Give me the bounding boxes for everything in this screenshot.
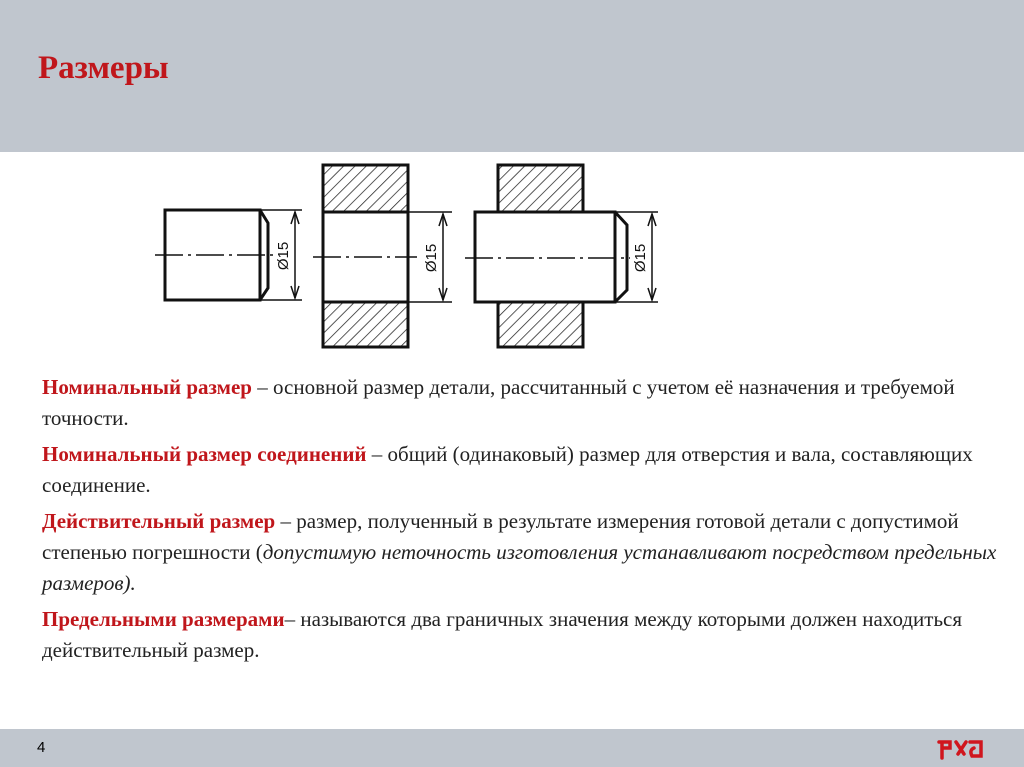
slide-header (0, 0, 1024, 152)
definition-nominal-size (42, 372, 1002, 434)
definitions-text (42, 372, 1002, 671)
definition: – общий (одинаковый) размер для отверстия и вала, составляющих соединение. (42, 442, 973, 497)
term: Действительный размер (42, 509, 276, 533)
term: Предельными размерами (42, 607, 285, 631)
definition-note: допустимую неточность изготовления устанавливают посредством предельных размеров). (42, 540, 997, 595)
assembly-drawing (465, 165, 658, 347)
dimension-label: Ø15 (275, 241, 292, 271)
definition: – размер, полученный в результате измерения готовой детали с допустимой степенью погрешности ( (42, 509, 959, 564)
rzd-logo-icon (936, 736, 986, 760)
definition-limit-sizes (42, 604, 1002, 666)
term: Номинальный размер соединений (42, 442, 367, 466)
definition: – основной размер детали, рассчитанный с учетом её назначения и требуемой точности. (42, 375, 955, 430)
slide-footer (0, 729, 1024, 767)
definition: – называются два граничных значения между которыми должен находиться действительный размер. (42, 607, 963, 662)
definition-actual-size (42, 506, 1002, 599)
slide-title: Размеры (38, 50, 169, 86)
definition-nominal-joint-size (42, 439, 1002, 501)
dimension-label: Ø15 (423, 243, 440, 273)
dimension-label: Ø15 (632, 243, 649, 273)
page-number: 4 (37, 739, 46, 756)
term: Номинальный размер (42, 375, 252, 399)
dimension-drawing (0, 152, 1024, 362)
